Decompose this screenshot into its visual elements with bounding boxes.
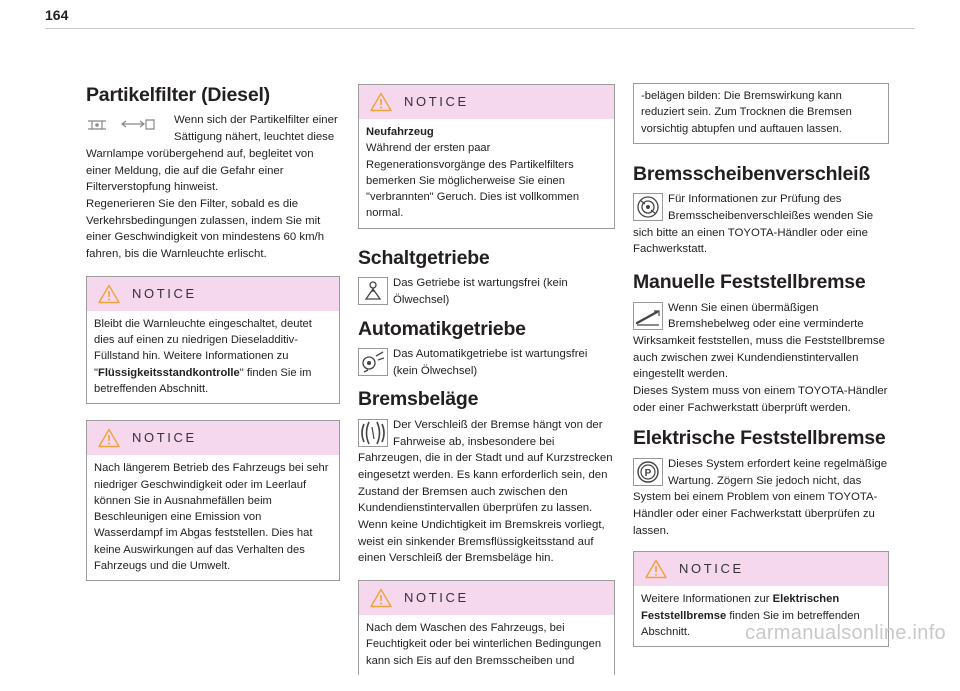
notice-continuation-box — [633, 83, 889, 144]
notice-header — [359, 85, 614, 119]
notice-bold-term: Elektrischen Feststellbremse — [641, 593, 840, 622]
section-title-manuelle-feststellbremse: Manuelle Feststellbremse — [633, 271, 866, 294]
notice-text: Während der ersten paar Regenerationsvorgänge des Partikelfilters bemerken Sie möglicherweise Sie einen "verbrannten" Geruch. Dies ist vollkommen normal. — [366, 142, 580, 220]
automatic-gearbox-icon — [358, 348, 388, 376]
elektrische-feststellbremse-text: Dieses System erfordert keine regelmäßige Wartung. Zögern Sie jedoch nicht, das System bei einem Problem von einem TOYOTA-Händler oder einer Fachwerkstatt überprüfen zu lassen. — [633, 457, 888, 537]
notice-text: Nach längerem Betrieb des Fahrzeugs bei sehr niedriger Geschwindigkeit oder im Leerlauf können Sie in Ausnahmefällen beim Beschleunigen eine Emission von Wasserdampf im Abgas feststellen. Dies hat keine Auswirkungen auf das Verhalten des Fahrzeugs und die Umwelt. — [94, 462, 329, 573]
partikelfilter-text-1: Wenn sich der Partikelfilter einer Sättigung nähert, leuchtet diese Warnlampe vorübergehend auf, begleitet von einer Meldung, die auf die Gefahr einer Filterverstopfung hinweist. — [86, 114, 338, 194]
manuelle-feststellbremse-text-1: Wenn Sie einen übermäßigen Bremshebelweg oder eine verminderte Wirksamkeit feststellen, muss die Feststellbremse auch zwischen zwei Kundendienstintervallen eingestellt werden. — [633, 301, 885, 381]
notice-bold-term: Flüssigkeitsstandkontrolle — [97, 366, 240, 379]
partikelfilter-text-2: Regenerieren Sie den Filter, sobald es die Verkehrsbedingungen zulassen, indem Sie mit einer Geschwindigkeit von mindestens 60 km/h fahren, bis die Warnleuchte erlischt. — [86, 197, 325, 261]
bremsbelaege-text-1: Der Verschleiß der Bremse hängt von der Fahrweise ab, insbesondere bei Fahrzeugen, die in der Stadt und auf Kurzstrecken eingesetzt werden. Es kann erforderlich sein, den Zustand der Bremsen auch zwischen den Kundendienstintervallen überprüfen zu lassen. — [358, 418, 613, 515]
section-title-bremsbelaege: Bremsbeläge — [358, 388, 479, 411]
notice-header — [634, 552, 888, 586]
brake-pad-icon — [358, 419, 388, 447]
notice-heading: Neufahrzeug — [366, 126, 434, 138]
warning-triangle-icon — [98, 284, 120, 304]
section-title-automatikgetriebe: Automatikgetriebe — [358, 317, 526, 340]
notice-header — [359, 581, 614, 615]
brake-disc-icon — [633, 193, 663, 221]
schaltgetriebe-text: Das Getriebe ist wartungsfrei (kein Ölwechsel) — [393, 277, 568, 306]
notice-box — [358, 580, 615, 675]
notice-text: Weitere Informationen zur Elektrischen Feststellbremse finden Sie im betreffenden Abschnitt. — [641, 593, 860, 638]
warning-triangle-icon — [370, 92, 392, 112]
section-title-elektrische-feststellbremse: Elektrische Feststellbremse — [633, 427, 886, 450]
parking-brake-lever-icon — [633, 302, 663, 330]
warning-triangle-icon — [370, 588, 392, 608]
notice-header — [87, 277, 339, 311]
particle-filter-warning-icon — [86, 116, 156, 134]
column-2 — [358, 84, 615, 691]
automatikgetriebe-text: Das Automatikgetriebe ist wartungsfrei (kein Ölwechsel) — [393, 348, 588, 377]
section-title-bremsscheibenverschleiss: Bremsscheibenverschleiß — [633, 162, 871, 185]
electric-parking-brake-icon — [633, 458, 663, 486]
notice-box — [86, 420, 340, 581]
page-number: 164 — [45, 7, 69, 23]
notice-title: NOTICE — [404, 590, 469, 606]
notice-text: Nach dem Waschen des Fahrzeugs, bei Feuchtigkeit oder bei winterlichen Bedingungen kann sich Eis auf den Bremsscheiben und — [366, 622, 602, 667]
header-divider — [45, 28, 915, 29]
svg-text:P: P — [644, 467, 652, 479]
column-3 — [633, 83, 889, 663]
bremsbelaege-text-2: Wenn keine Undichtigkeit im Bremskreis vorliegt, weist ein sinkender Bremsflüssigkeitsstand auf einen Verschleiß der Bremsbeläge hin. — [358, 519, 605, 565]
notice-header — [87, 421, 339, 455]
notice-box — [86, 276, 340, 404]
notice-title: NOTICE — [132, 285, 197, 301]
notice-text: Bleibt die Warnleuchte eingeschaltet, deutet dies auf einen zu niedrigen Dieseladditiv-Füllstand hin. Weitere Informationen zu "Flüssigkeitsstandkontrolle" finden Sie im betreffenden Abschnitt. — [94, 317, 312, 395]
notice-continuation-text: -belägen bilden: Die Bremswirkung kann reduziert sein. Zum Trocknen die Bremsen vorsichtig abtupfen und auftauen lassen. — [641, 90, 852, 135]
column-1 — [86, 84, 340, 597]
bremsscheiben-text: Für Informationen zur Prüfung des Bremsscheibenverschleißes wenden Sie sich bitte an einen TOYOTA-Händler oder eine Fachwerkstatt. — [633, 193, 874, 256]
manuelle-feststellbremse-text-2: Dieses System muss von einem TOYOTA-Händler oder einer Fachwerkstatt überprüft werden. — [633, 385, 888, 414]
notice-title: NOTICE — [679, 561, 744, 577]
notice-title: NOTICE — [404, 94, 469, 109]
section-title-partikelfilter: Partikelfilter (Diesel) — [86, 84, 270, 106]
gear-shift-icon — [358, 277, 388, 305]
section-title-schaltgetriebe: Schaltgetriebe — [358, 246, 490, 269]
warning-triangle-icon — [645, 559, 667, 579]
notice-box — [358, 84, 615, 229]
warning-triangle-icon — [98, 428, 120, 448]
watermark-text: carmanualsonline.info — [745, 622, 946, 644]
notice-title: NOTICE — [132, 430, 197, 446]
